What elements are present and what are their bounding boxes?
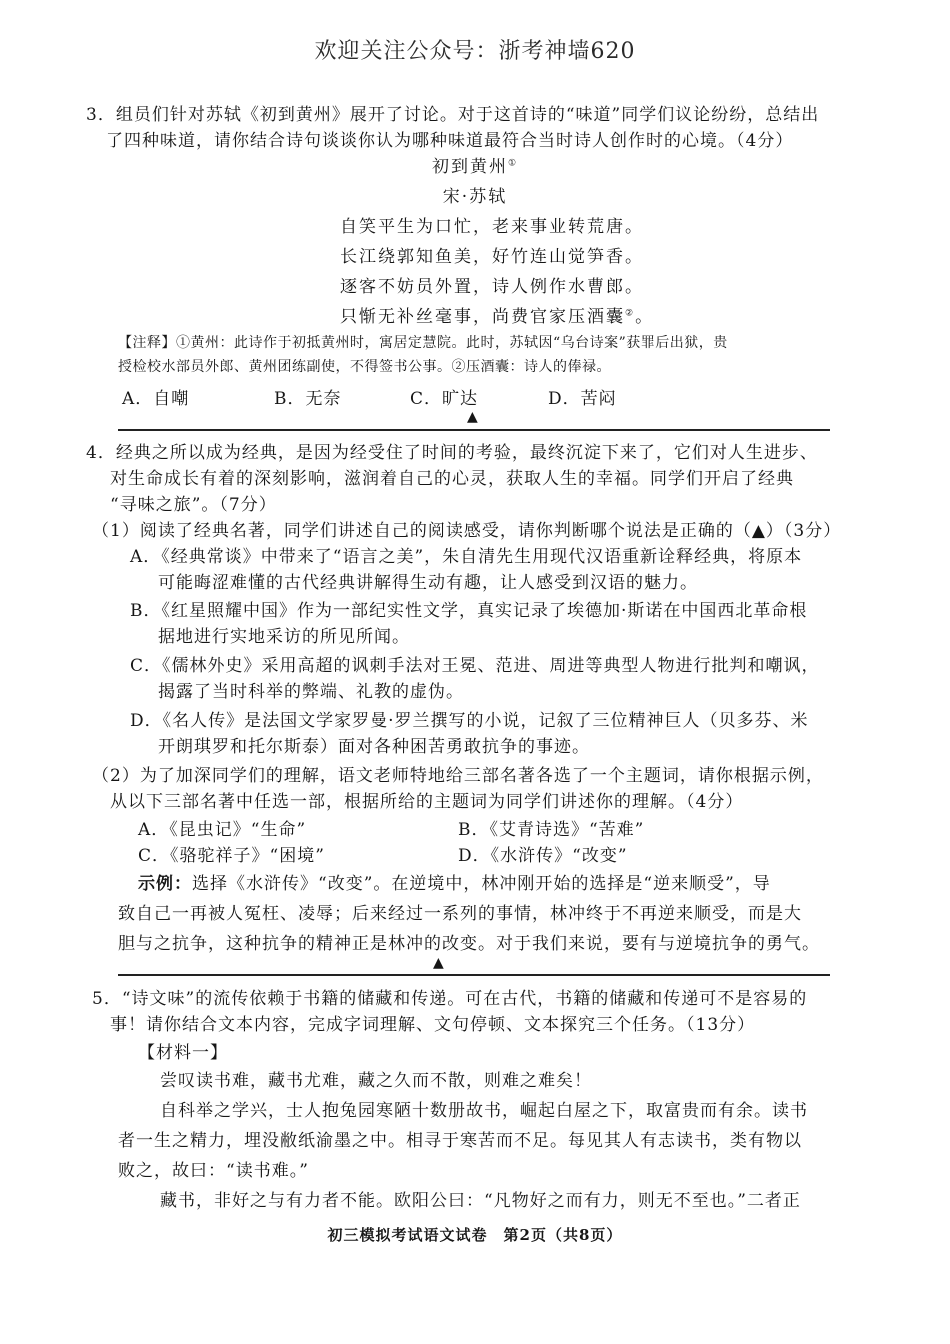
q4-part2-option-c: C．《骆驼祥子》“困境” <box>138 846 325 866</box>
example-label: 示例： <box>138 874 192 894</box>
material-line: 自科举之学兴，士人抱兔园寒陋十数册故书，崛起白屋之下，取富贵而有余。读书 <box>160 1101 808 1121</box>
poem-title-note-mark: ① <box>507 158 519 169</box>
q3-option-d: D．苦闷 <box>548 389 617 409</box>
q4-part1-option-a: A．《经典常谈》中带来了“语言之美”，朱自清先生用现代汉语重新诠释经典，将原本 <box>130 547 803 567</box>
q4-part1-prompt: （1）阅读了经典名著，同学们讲述自己的阅读感受，请你判断哪个说法是正确的（▲）（3分） <box>92 521 842 541</box>
q4-part1-option-c-cont: 揭露了当时科举的弊端、礼教的虚伪。 <box>158 682 464 702</box>
material-title: 【材料一】 <box>138 1043 228 1063</box>
poem-line: 长江绕郭知鱼美，好竹连山觉笋香。 <box>340 247 644 267</box>
material-line: 藏书，非好之与有力者不能。欧阳公曰：“凡物好之而有力，则无不至也。”二者正 <box>160 1191 801 1211</box>
poem-title-text: 初到黄州 <box>431 157 508 177</box>
note-line-1: 【注释】①黄州：此诗作于初抵黄州时，寓居定慧院。此时，苏轼因“乌台诗案”获罪后出狱，贵 <box>118 335 728 351</box>
q3-option-a: A．自嘲 <box>122 389 190 409</box>
q4-part1-option-b: B．《红星照耀中国》作为一部纪实性文学，真实记录了埃德加·斯诺在中国西北革命根 <box>130 601 808 621</box>
answer-marker: ▲ <box>467 409 478 425</box>
divider <box>118 429 830 431</box>
poem-line: 自笑平生为口忙，老来事业转荒唐。 <box>340 217 644 237</box>
q4-part1-option-c: C．《儒林外史》采用高超的讽刺手法对王冕、范进、周进等典型人物进行批判和嘲讽， <box>130 656 820 676</box>
divider <box>118 974 830 976</box>
q3-option-c: C．旷达 <box>410 389 479 409</box>
poem-author: 宋·苏轼 <box>442 187 508 207</box>
q4-part1-option-a-cont: 可能晦涩难懂的古代经典讲解得生动有趣，让人感受到汉语的魅力。 <box>158 573 698 593</box>
q4-part1-option-d: D．《名人传》是法国文学家罗曼·罗兰撰写的小说，记叙了三位精神巨人（贝多芬、米 <box>130 711 809 731</box>
page-banner: 欢迎关注公众号：浙考神墙620 <box>314 39 636 64</box>
material-line: 败之，故曰：“读书难。” <box>118 1161 309 1181</box>
material-line: 尝叹读书难，藏书尤难，藏之久而不散，则难之难矣！ <box>160 1071 592 1091</box>
q4-part1-option-d-cont: 开朗琪罗和托尔斯泰）面对各种困苦勇敢抗争的事迹。 <box>158 737 590 757</box>
page-footer: 初三模拟考试语文试卷 第2页（共8页） <box>327 1226 623 1244</box>
poem-line-text: 只惭无补丝毫事，尚费官家压酒囊 <box>340 307 625 327</box>
q5-intro: 事！请你结合文本内容，完成字词理解、文句停顿、文本探究三个任务。（13分） <box>110 1015 756 1035</box>
material-line: 者一生之精力，埋没敝纸渝墨之中。相寻于寒苦而不足。每见其人有志读书，类有物以 <box>118 1131 802 1151</box>
q3-line-2: 了四种味道，请你结合诗句谈谈你认为哪种味道最符合当时诗人创作时的心境。（4分） <box>106 131 794 151</box>
q4-part2-option-b: B．《艾青诗选》“苦难” <box>458 820 645 840</box>
poem-line: 逐客不妨员外置，诗人例作水曹郎。 <box>340 277 644 297</box>
q4-part2-option-d: D．《水浒传》“改变” <box>458 846 628 866</box>
example-text: 选择《水浒传》“改变”。在逆境中，林冲刚开始的选择是“逆来顺受”，导 <box>192 874 771 894</box>
answer-marker: ▲ <box>433 955 444 971</box>
poem-title <box>0 152 950 177</box>
poem-line-last <box>340 302 654 327</box>
poem-line-end: 。 <box>635 307 655 327</box>
q5-intro: 5．“诗文味”的流传依赖于书籍的储藏和传递。可在古代，书籍的储藏和传递可不是容易的 <box>92 989 808 1009</box>
q3-option-b: B．无奈 <box>274 389 342 409</box>
q4-part1-option-b-cont: 据地进行实地采访的所见所闻。 <box>158 627 410 647</box>
q4-part2-prompt: （2）为了加深同学们的理解，语文老师特地给三部名著各选了一个主题词，请你根据示例， <box>92 766 824 786</box>
q4-example <box>138 869 771 894</box>
q4-example-cont: 致自己一再被人冤枉、凌辱；后来经过一系列的事情，林冲终于不再逆来顺受，而是大 <box>118 904 802 924</box>
poem-note-mark: ② <box>625 308 636 319</box>
q3-line-1: 3．组员们针对苏轼《初到黄州》展开了讨论。对于这首诗的“味道”同学们议论纷纷，总结出 <box>86 105 820 125</box>
q4-part2-option-a: A．《昆虫记》“生命” <box>138 820 307 840</box>
q4-example-cont: 胆与之抗争，这种抗争的精神正是林冲的改变。对于我们来说，要有与逆境抗争的勇气。 <box>118 934 820 954</box>
q4-intro: 4．经典之所以成为经典，是因为经受住了时间的考验，最终沉淀下来了，它们对人生进步、 <box>86 443 818 463</box>
q4-intro: 对生命成长有着的深刻影响，滋润着自己的心灵，获取人生的幸福。同学们开启了经典 <box>110 469 794 489</box>
q4-intro: “寻味之旅”。（7分） <box>110 495 277 515</box>
q4-part2-prompt-cont: 从以下三部名著中任选一部，根据所给的主题词为同学们讲述你的理解。（4分） <box>110 792 744 812</box>
note-line-2: 授检校水部员外郎、黄州团练副使，不得签书公事。②压酒囊：诗人的俸禄。 <box>118 359 611 375</box>
